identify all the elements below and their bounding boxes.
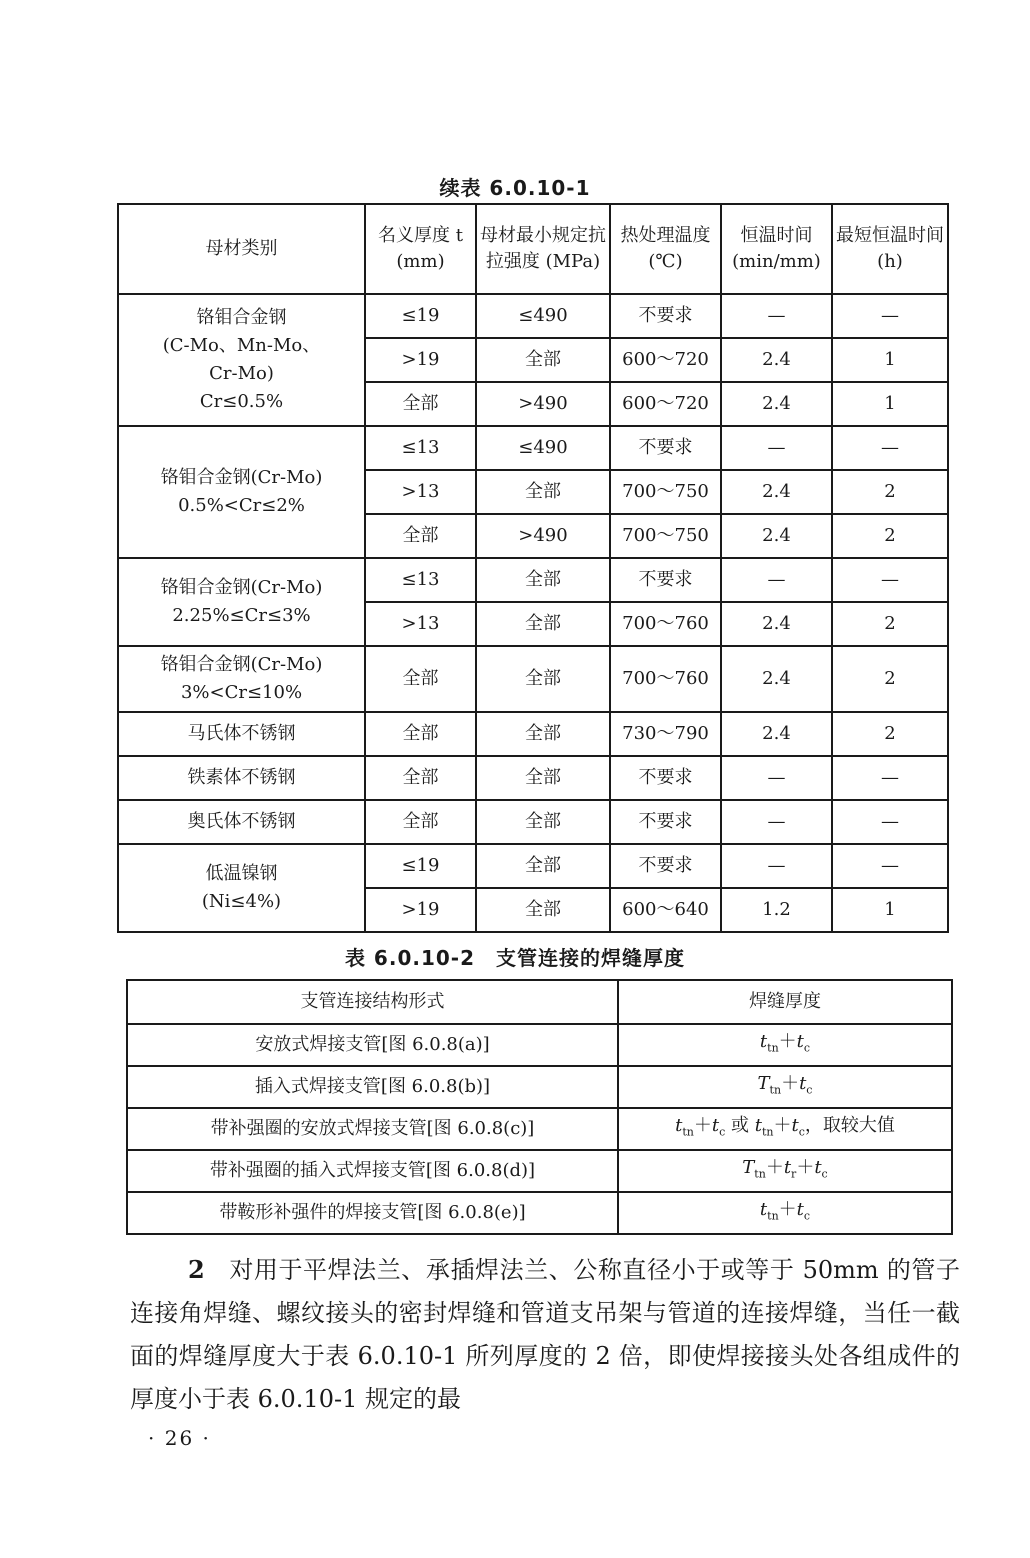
- table-cell: —: [721, 844, 832, 888]
- material-cell: 铬钼合金钢(Cr-Mo) 3%<Cr≤10%: [118, 646, 365, 712]
- column-header: 恒温时间 (min/mm): [721, 204, 832, 294]
- table-cell: —: [721, 756, 832, 800]
- table-cell: 2: [832, 646, 948, 712]
- column-header: 支管连接结构形式: [127, 980, 618, 1024]
- table-cell: 600～720: [610, 338, 721, 382]
- table-cell: 730～790: [610, 712, 721, 756]
- column-header: 母材类别: [118, 204, 365, 294]
- table-cell: 全部: [365, 382, 476, 426]
- table-cell: —: [832, 800, 948, 844]
- table-cell: 全部: [476, 888, 610, 932]
- table-cell: 2: [832, 470, 948, 514]
- table-row: [127, 1066, 952, 1108]
- connection-type-cell: 安放式焊接支管[图 6.0.8(a)]: [127, 1024, 618, 1066]
- table-cell: 700～750: [610, 470, 721, 514]
- table-cell: 全部: [476, 800, 610, 844]
- table-header-row: [118, 204, 948, 294]
- table-cell: —: [721, 800, 832, 844]
- weld-thickness-table: [126, 979, 953, 1235]
- table-cell: 2: [832, 514, 948, 558]
- table-cell: 不要求: [610, 756, 721, 800]
- table1-title: 续表 6.0.10-1: [439, 176, 591, 200]
- table-cell: ≤490: [476, 426, 610, 470]
- table-row: [118, 426, 948, 470]
- material-cell: 铬钼合金钢(Cr-Mo) 2.25%≤Cr≤3%: [118, 558, 365, 646]
- column-header: 母材最小规定抗拉强度 (MPa): [476, 204, 610, 294]
- table-cell: 全部: [476, 558, 610, 602]
- table-row: [127, 1192, 952, 1234]
- table-cell: 全部: [365, 800, 476, 844]
- weld-thickness-cell: $T_{tn}+t_r+t_c$: [618, 1150, 952, 1192]
- column-header: 最短恒温时间 (h): [832, 204, 948, 294]
- table-cell: 不要求: [610, 426, 721, 470]
- connection-type-cell: 插入式焊接支管[图 6.0.8(b)]: [127, 1066, 618, 1108]
- material-cell: 奥氏体不锈钢: [118, 800, 365, 844]
- column-header: 热处理温度 (℃): [610, 204, 721, 294]
- table-cell: 全部: [476, 844, 610, 888]
- table-cell: —: [832, 844, 948, 888]
- table-cell: 700～750: [610, 514, 721, 558]
- table-cell: 2: [832, 712, 948, 756]
- table-cell: ≤490: [476, 294, 610, 338]
- table-cell: 不要求: [610, 844, 721, 888]
- table-cell: 全部: [476, 470, 610, 514]
- table-cell: >13: [365, 470, 476, 514]
- table-row: [118, 712, 948, 756]
- table-cell: 700～760: [610, 602, 721, 646]
- table-cell: —: [832, 426, 948, 470]
- table-cell: ≤13: [365, 426, 476, 470]
- table-cell: 2.4: [721, 382, 832, 426]
- table-cell: —: [832, 558, 948, 602]
- table-cell: >19: [365, 888, 476, 932]
- body-paragraph: [130, 1248, 960, 1421]
- table-cell: 全部: [365, 712, 476, 756]
- column-header: 名义厚度 t (mm): [365, 204, 476, 294]
- table-header-row: [127, 980, 952, 1024]
- material-cell: 铁素体不锈钢: [118, 756, 365, 800]
- page-number: · 26 ·: [148, 1426, 211, 1450]
- connection-type-cell: 带补强圈的安放式焊接支管[图 6.0.8(c)]: [127, 1108, 618, 1150]
- table-cell: 2.4: [721, 338, 832, 382]
- table-cell: 不要求: [610, 800, 721, 844]
- column-header: 焊缝厚度: [618, 980, 952, 1024]
- material-cell: 铬钼合金钢 (C-Mo、Mn-Mo、 Cr-Mo) Cr≤0.5%: [118, 294, 365, 426]
- table-row: [118, 646, 948, 712]
- table-cell: ≤13: [365, 558, 476, 602]
- table-row: [118, 294, 948, 338]
- table-cell: —: [832, 294, 948, 338]
- table-cell: 全部: [365, 646, 476, 712]
- table-row: [118, 558, 948, 602]
- table-cell: >490: [476, 382, 610, 426]
- table-cell: ≤19: [365, 844, 476, 888]
- table-cell: 不要求: [610, 294, 721, 338]
- table-cell: 600～720: [610, 382, 721, 426]
- table-cell: 全部: [476, 602, 610, 646]
- material-cell: 铬钼合金钢(Cr-Mo) 0.5%<Cr≤2%: [118, 426, 365, 558]
- weld-thickness-cell: $t_{tn}+t_c$ 或 $t_{tn}+t_c$，取较大值: [618, 1108, 952, 1150]
- table-cell: 全部: [476, 338, 610, 382]
- table-cell: 600～640: [610, 888, 721, 932]
- material-cell: 马氏体不锈钢: [118, 712, 365, 756]
- clause-number: 2: [188, 1255, 205, 1284]
- weld-thickness-cell: $T_{tn}+t_c$: [618, 1066, 952, 1108]
- table-cell: 2.4: [721, 514, 832, 558]
- pwht-table: [117, 203, 949, 933]
- table-cell: —: [832, 756, 948, 800]
- table-cell: 700～760: [610, 646, 721, 712]
- table-cell: 1: [832, 338, 948, 382]
- table-row: [118, 800, 948, 844]
- weld-thickness-cell: $t_{tn}+t_c$: [618, 1192, 952, 1234]
- table-cell: —: [721, 426, 832, 470]
- material-cell: 低温镍钢 (Ni≤4%): [118, 844, 365, 932]
- table-row: [118, 756, 948, 800]
- table-cell: 全部: [365, 514, 476, 558]
- table-row: [127, 1024, 952, 1066]
- paragraph-text: 对用于平焊法兰、承插焊法兰、公称直径小于或等于 50mm 的管子连接角焊缝、螺纹接头的密封焊缝和管道支吊架与管道的连接焊缝，当任一截面的焊缝厚度大于表 6.0.10-1 所列厚度的 2 倍，即使焊接接头处各组成件的厚度小于表 6.0.10-1 规定的最: [130, 1256, 961, 1413]
- table-cell: —: [721, 558, 832, 602]
- connection-type-cell: 带鞍形补强件的焊接支管[图 6.0.8(e)]: [127, 1192, 618, 1234]
- table-cell: 2.4: [721, 602, 832, 646]
- table-cell: >19: [365, 338, 476, 382]
- table-cell: >13: [365, 602, 476, 646]
- connection-type-cell: 带补强圈的插入式焊接支管[图 6.0.8(d)]: [127, 1150, 618, 1192]
- table-cell: 全部: [365, 756, 476, 800]
- table-row: [118, 844, 948, 888]
- table-cell: ≤19: [365, 294, 476, 338]
- table-cell: 不要求: [610, 558, 721, 602]
- table-cell: —: [721, 294, 832, 338]
- table-row: [127, 1150, 952, 1192]
- table-cell: 全部: [476, 712, 610, 756]
- table-cell: 全部: [476, 646, 610, 712]
- table-cell: 2.4: [721, 470, 832, 514]
- table-cell: >490: [476, 514, 610, 558]
- table-cell: 2.4: [721, 712, 832, 756]
- table-cell: 1.2: [721, 888, 832, 932]
- table-cell: 全部: [476, 756, 610, 800]
- table-cell: 1: [832, 888, 948, 932]
- weld-thickness-cell: $t_{tn}+t_c$: [618, 1024, 952, 1066]
- table-cell: 2: [832, 602, 948, 646]
- table-cell: 2.4: [721, 646, 832, 712]
- table2-title: 表 6.0.10-2 支管连接的焊缝厚度: [344, 946, 686, 970]
- table-cell: 1: [832, 382, 948, 426]
- table-row: [127, 1108, 952, 1150]
